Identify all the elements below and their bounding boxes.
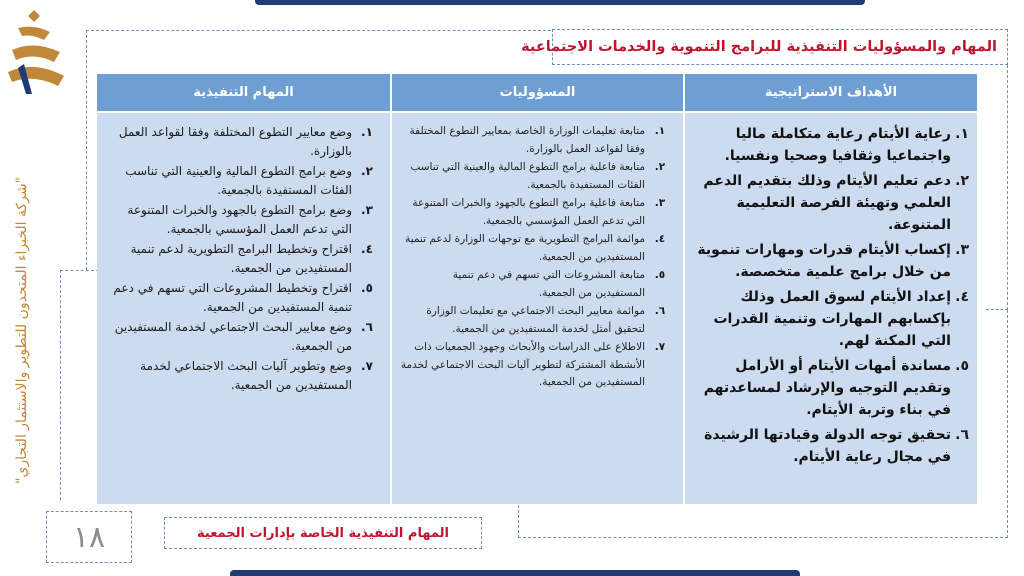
goal-item: ٦. تحقيق توجه الدولة وقيادتها الرشيدة في مجال رعاية الأيتام. [704,427,969,465]
table-body-row [97,111,977,504]
task-item: ١. وضع معايير التطوع المختلفة وفقا لقواعد العمل بالوزارة. [118,125,373,158]
footer-caption-box [164,517,482,549]
footer-caption: المهام التنفيذية الخاصة بإدارات الجمعية [197,525,449,541]
header-responsibilities: المسؤوليات [390,74,683,111]
goal-item: ٥. مساندة أمهات الأيتام أو الأرامل وتقديم التوجيه والإرشاد لمساعدتهم في بناء وتربة الأيتام. [703,358,969,418]
task-item: ٦. وضع معايير البحث الاجتماعي لخدمة المستفيدين من الجمعية. [114,320,373,353]
responsibility-item: ١. متابعة تعليمات الوزارة الخاصة بمعايير التطوع المختلفة وفقا لقواعد العمل بالوزارة. [409,125,666,155]
header-goals: الأهداف الاستراتيجية [683,74,977,111]
responsibility-item: ٧. الاطلاع على الدراسات والأبحاث وجهود الجمعيات ذات الأنشطة المشتركة لتطوير آليات البحث الاجتماعي لخدمة المستفيدين من الجمعية. [400,341,666,388]
goal-item: ٣. إكساب الأيتام قدرات ومهارات تنموية من خلال برامج علمية متخصصة. [697,242,969,280]
bottom-accent-bar [230,570,800,576]
page-number-box [46,511,132,563]
responsibility-item: ٥. متابعة المشروعات التي تسهم في دعم تنمية المستفيدين من الجمعية. [452,269,666,299]
responsibilities-column [390,111,683,504]
dashed-frame-top [86,30,556,31]
page-number: ١٨ [72,519,106,555]
top-accent-bar [255,0,865,5]
goal-item: ١. رعاية الأيتام رعاية متكاملة ماليا واجتماعيا وثقافيا وصحيا ونفسيا. [724,126,969,164]
tasks-column [97,111,390,504]
responsibility-item: ٤. موائمة البرامج التطويرية مع توجهات الوزارة لدعم تنمية المستفيدين من الجمعية. [405,233,666,263]
slide-title-box [521,29,1008,65]
responsibility-item: ٦. موائمة معايير البحث الاجتماعي مع تعليمات الوزارة لتحقيق أمثل لخدمة المستفيدين من الجمعية. [426,305,666,335]
task-item: ٣. وضع برامج التطوع بالجهود والخبرات المتنوعة التي تدعم العمل المؤسسي بالجمعية. [127,203,373,236]
company-logo-icon [4,6,66,98]
goal-item: ٤. إعداد الأيتام لسوق العمل وذلك بإكسابهم المهارات وتنمية القدرات التي المكنة لهم. [713,289,969,349]
responsibilities-table [97,74,977,504]
header-tasks: المهام التنفيذية [97,74,390,111]
task-item: ٤. اقتراح وتخطيط البرامج التطويرية لدعم تنمية المستفيدين من الجمعية. [130,242,373,275]
responsibility-item: ٢. متابعة فاعلية برامج التطوع المالية والعينية التي تناسب الفئات المستفيدة بالجمعية. [410,161,666,191]
task-item: ٧. وضع وتطوير آليات البحث الاجتماعي لخدمة المستفيدين من الجمعية. [140,359,373,392]
goals-column [683,111,977,504]
responsibility-item: ٣. متابعة فاعلية برامج التطوع بالجهود والخبرات المتنوعة التي تدعم العمل المؤسسي بالجمعية. [412,197,666,227]
task-item: ٥. اقتراح وتخطيط المشروعات التي تسهم في دعم تنمية المستفيدين من الجمعية. [113,281,373,314]
task-item: ٢. وضع برامج التطوع المالية والعينية التي تناسب الفئات المستفيدة بالجمعية. [125,164,373,197]
slide-title: المهام والمسؤوليات التنفيذية للبرامج التنموية والخدمات الاجتماعية [521,39,997,55]
company-name-vertical: "شركة الخبراء المتحدون للتطوير والاستثمار التجاري" [14,176,30,484]
table-header-row [97,74,977,111]
dashed-frame-left-upper [86,30,87,270]
dashed-frame-right [986,65,1008,310]
goal-item: ٢. دعم تعليم الأيتام وذلك بتقديم الدعم العلمي وتهيئة الفرصة التعليمية المتنوعة. [703,173,969,233]
